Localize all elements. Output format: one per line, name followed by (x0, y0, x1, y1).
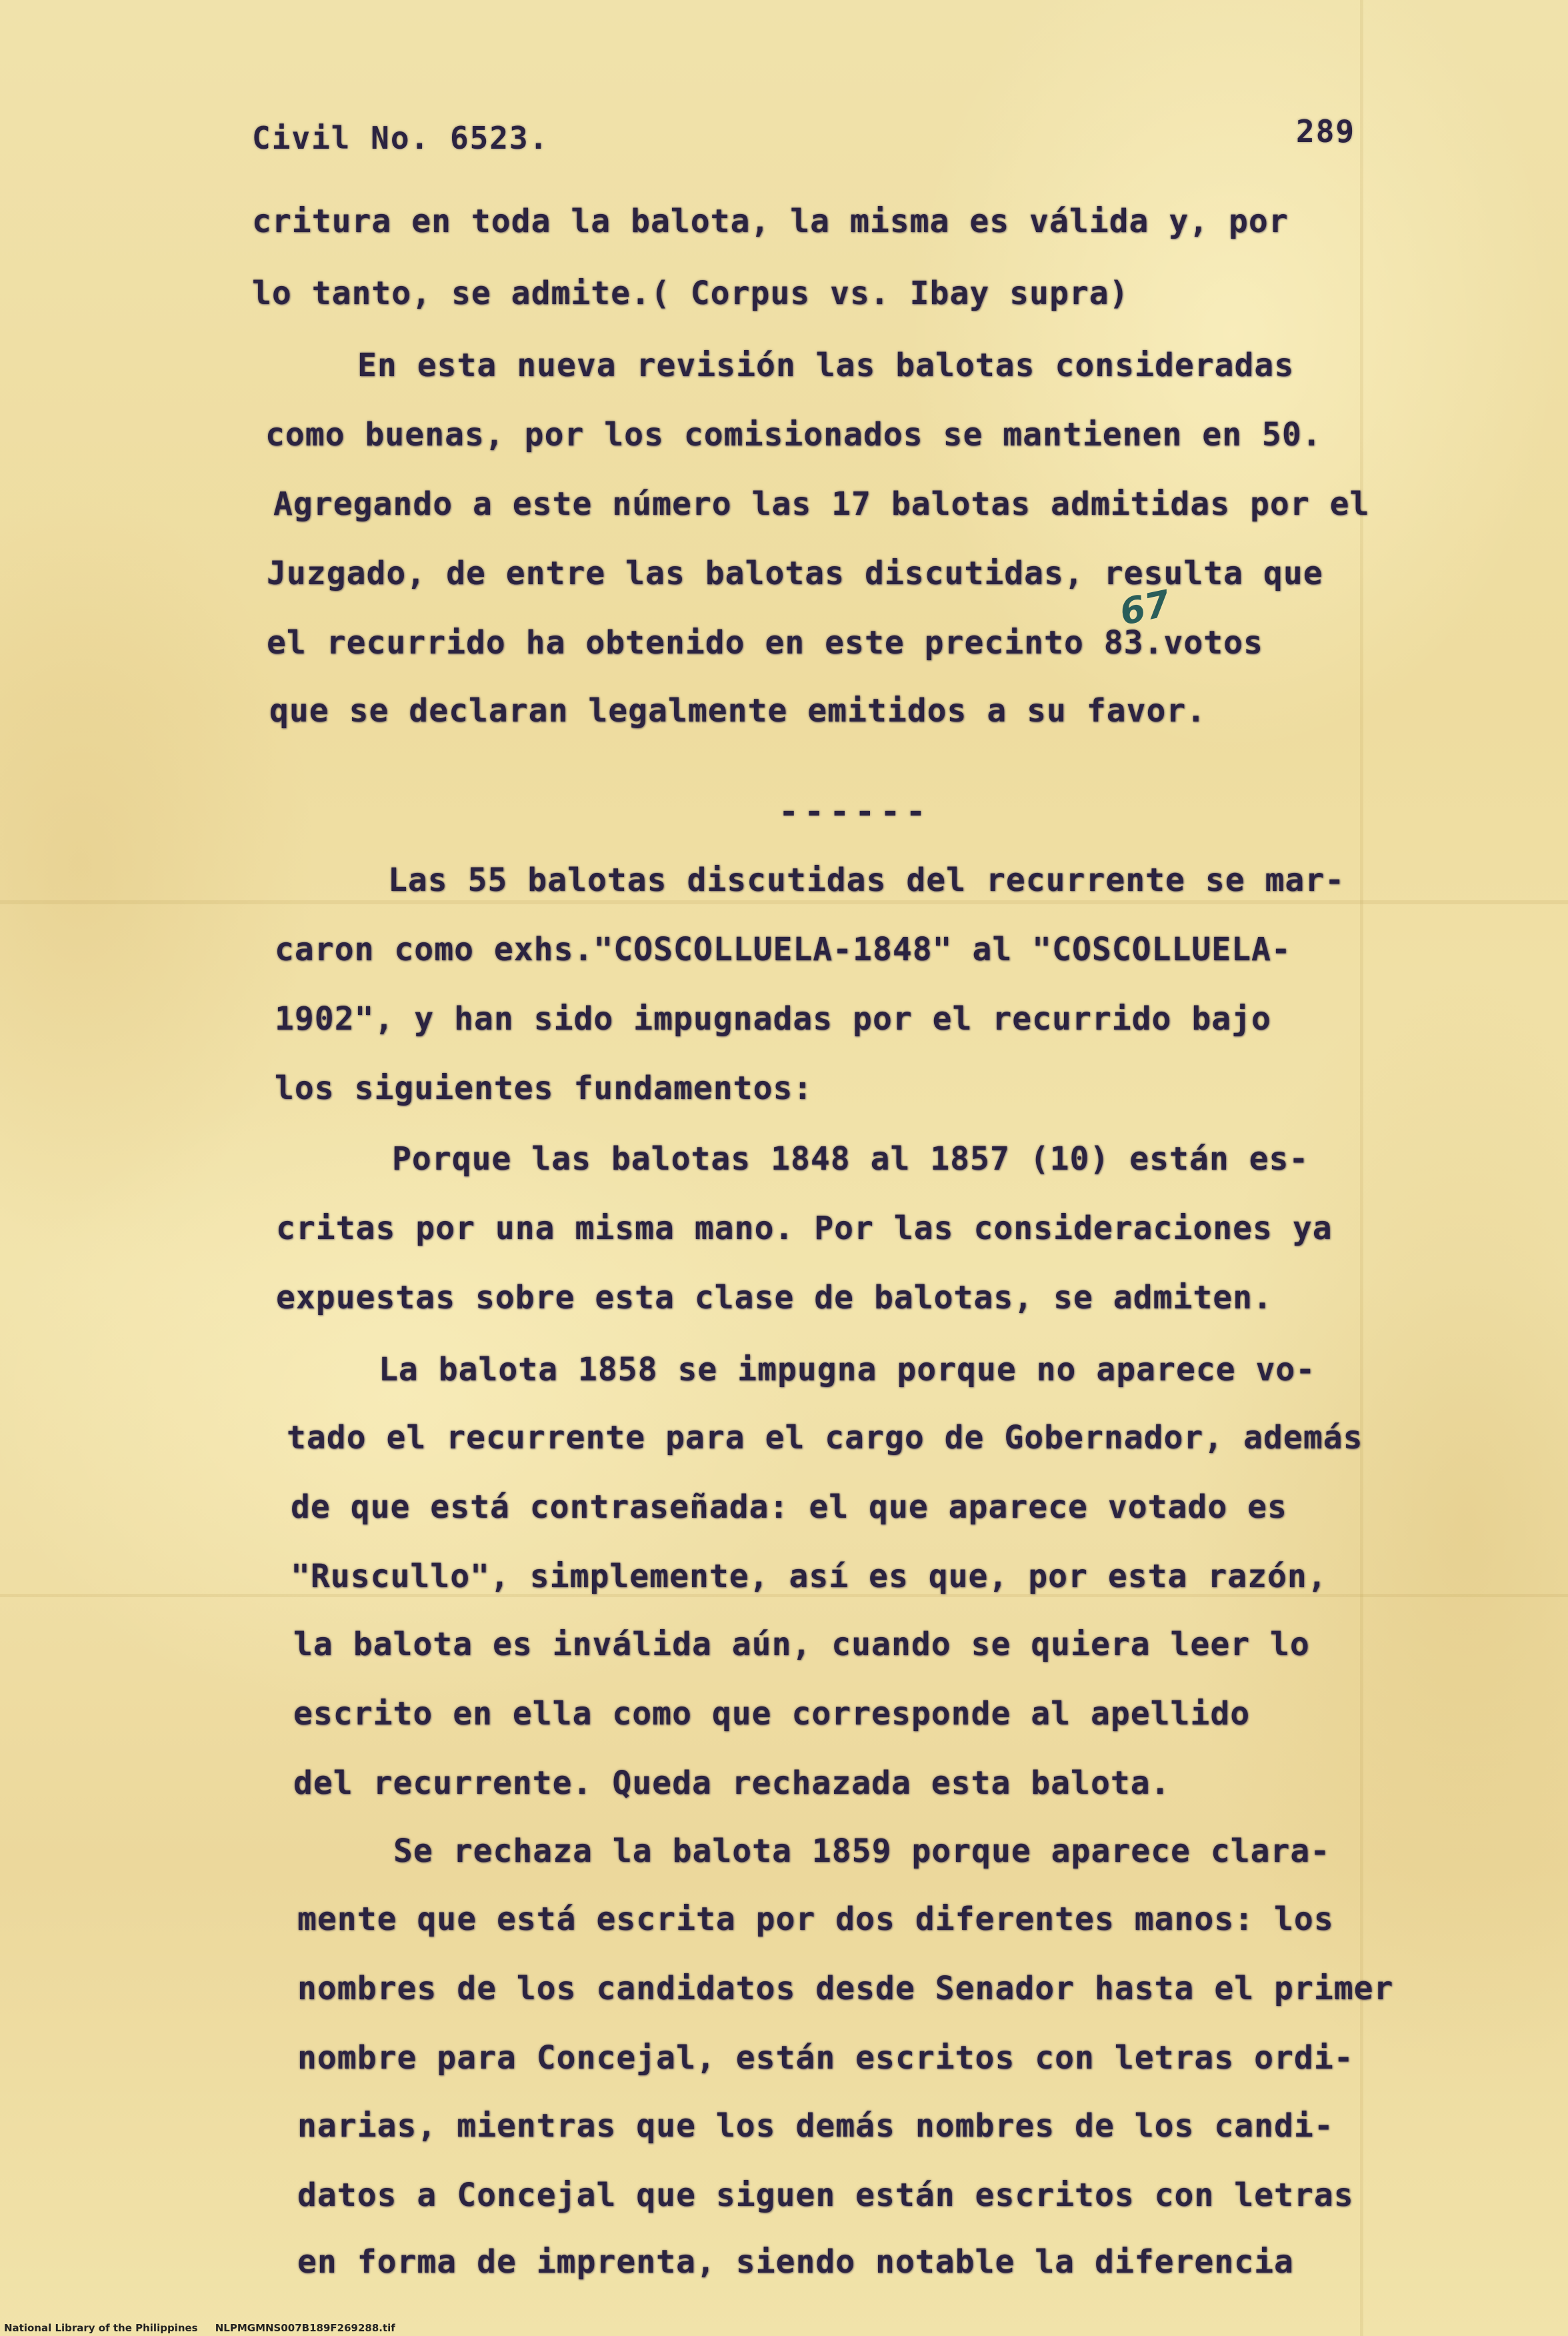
text-line: tado el recurrente para el cargo de Gobernador, además (287, 1419, 1363, 1456)
text-line (252, 273, 1129, 313)
text-line: datos a Concejal que siguen están escritos con letras (297, 2177, 1354, 2214)
text-line: narias, mientras que los demás nombres de los candi- (297, 2107, 1334, 2145)
text-line: En esta nueva revisión las balotas consideradas (357, 347, 1295, 384)
text-line: mente que está escrita por dos diferentes manos: los (297, 1901, 1334, 1938)
paper-crease (0, 900, 1568, 904)
text-line: la balota es inválida aún, cuando se quiera leer lo (293, 1626, 1310, 1663)
text-line: 1902", y han sido impugnadas por el recurrido bajo (275, 1000, 1271, 1038)
text-line-main: lo tanto, se admite.( Corpus vs. Ibay supra) (252, 275, 1129, 312)
text-line: Agregando a este número las 17 balotas admitidas por el (273, 485, 1370, 523)
text-line: critura en toda la balota, la misma es válida y, por (252, 203, 1289, 240)
text-line: caron como exhs."COSCOLLUELA-1848" al "COSCOLLUELA- (275, 931, 1291, 968)
text-line: nombre para Concejal, están escritos con letras ordi- (297, 2039, 1354, 2077)
text-line: La balota 1858 se impugna porque no aparece vo- (379, 1351, 1316, 1388)
text-line: nombres de los candidatos desde Senador hasta el primer (297, 1970, 1394, 2007)
text-line: de que está contraseñada: el que aparece votado es (291, 1488, 1287, 1526)
archive-label: National Library of the Philippines (4, 2322, 198, 2334)
text-line: el recurrido ha obtenido en este precinto 83.votos (267, 624, 1263, 662)
text-line: que se declaran legalmente emitidos a su favor. (269, 692, 1207, 730)
text-line: del recurrente. Queda rechazada esta balota. (293, 1765, 1171, 1802)
text-line: Se rechaza la balota 1859 porque aparece clara- (393, 1833, 1331, 1870)
archive-file-name: NLPMGMNS007B189F269288.tif (215, 2322, 395, 2334)
text-line: Porque las balotas 1848 al 1857 (10) están es- (392, 1140, 1309, 1178)
text-line: en forma de imprenta, siendo notable la diferencia (297, 2243, 1294, 2281)
section-separator: ------ (779, 792, 931, 831)
text-line: Juzgado, de entre las balotas discutidas, resulta que (267, 555, 1323, 592)
archive-footer (4, 2322, 395, 2334)
text-line: como buenas, por los comisionados se mantienen en 50. (265, 416, 1322, 453)
text-line: critas por una misma mano. Por las consideraciones ya (276, 1210, 1333, 1247)
text-line: "Ruscullo", simplemente, así es que, por esta razón, (291, 1558, 1327, 1595)
text-line: los siguientes fundamentos: (275, 1070, 813, 1107)
handwritten-annotation: 67 (1116, 581, 1174, 634)
page-number: 289 (1296, 113, 1356, 149)
case-number: Civil No. 6523. (252, 120, 549, 156)
text-line: escrito en ella como que corresponde al apellido (293, 1695, 1251, 1732)
text-line: expuestas sobre esta clase de balotas, se admiten. (276, 1279, 1273, 1316)
text-line: Las 55 balotas discutidas del recurrente se mar- (388, 862, 1345, 899)
